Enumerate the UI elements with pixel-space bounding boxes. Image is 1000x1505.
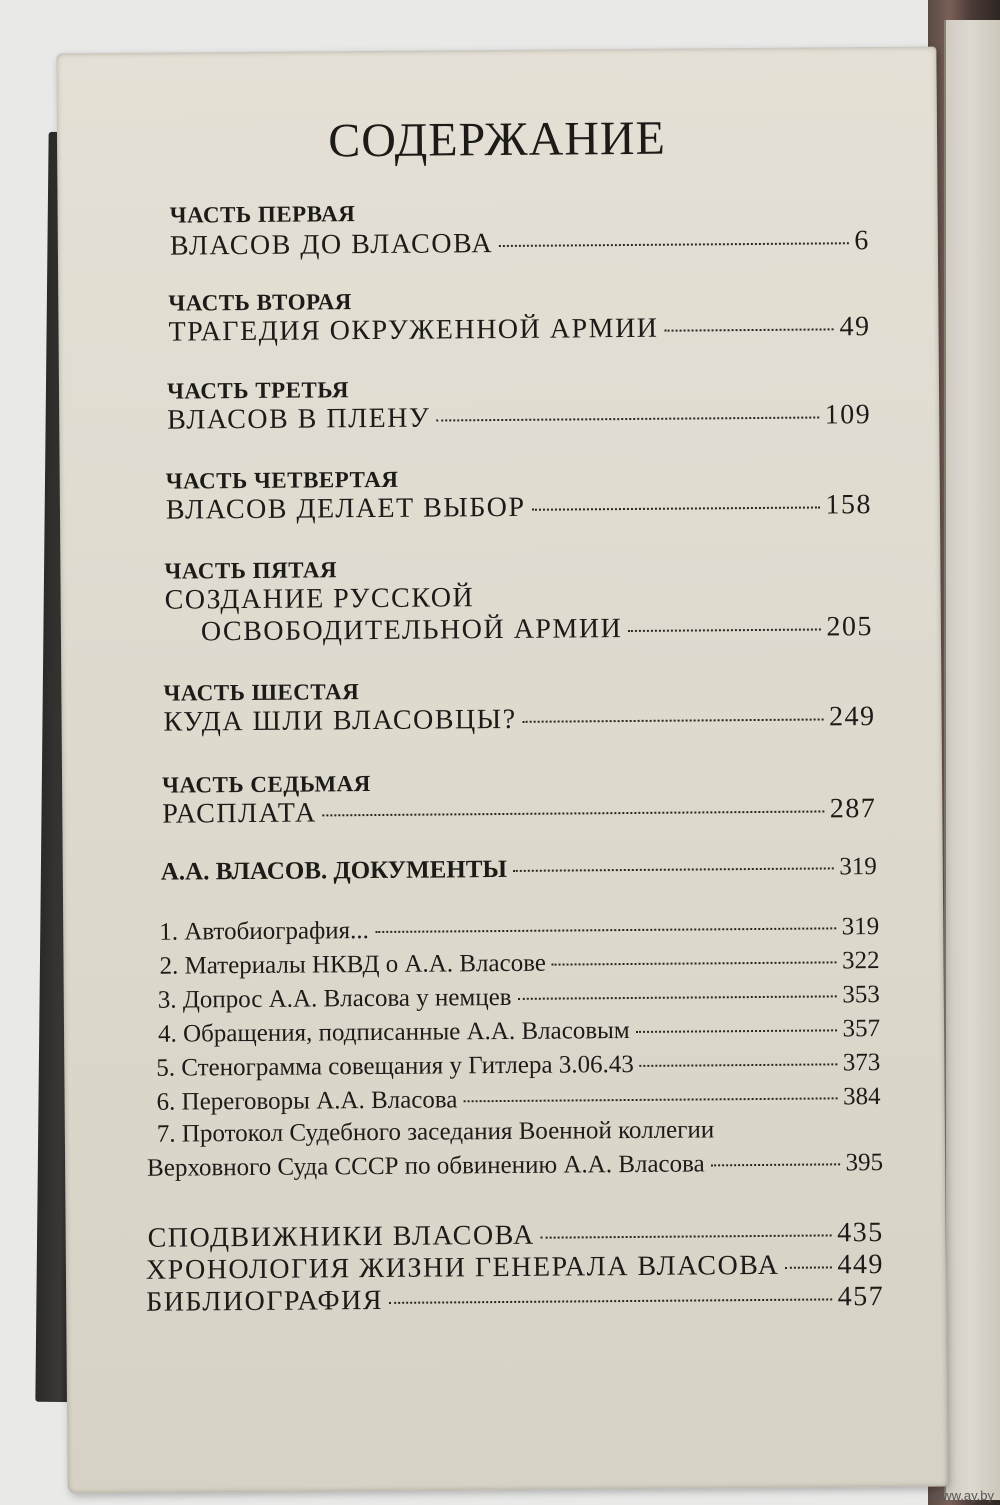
toc-entry-part-7: [162, 793, 876, 831]
toc-page-number: 457: [837, 1281, 885, 1313]
leader-dots: [518, 995, 837, 1000]
toc-entry-part-2: [168, 311, 870, 349]
toc-page-number: 322: [841, 947, 880, 975]
toc-page-number: 158: [825, 489, 873, 521]
leader-dots: [640, 1063, 837, 1067]
leader-dots: [531, 506, 819, 510]
toc-entry-bibliography: [146, 1281, 884, 1319]
toc-doc-item-6: [156, 1083, 880, 1117]
leader-dots: [513, 867, 833, 872]
toc-doc-item-7: [147, 1149, 883, 1183]
toc-title: ТРАГЕДИЯ ОКРУЖЕННОЙ АРМИИ: [168, 312, 659, 348]
toc-title: 4. Обращения, подписанные А.А. Власовым: [157, 1017, 630, 1048]
toc-title: ВЛАСОВ В ПЛЕНУ: [167, 402, 431, 436]
toc-page-number: 449: [837, 1249, 885, 1281]
part-label-4: ЧАСТЬ ЧЕТВЕРТАЯ: [165, 466, 399, 494]
toc-doc-item-2: [159, 947, 879, 981]
leader-dots: [463, 1097, 837, 1102]
toc-title: ОСВОБОДИТЕЛЬНОЙ АРМИИ: [200, 613, 623, 648]
leader-dots: [436, 417, 818, 422]
toc-title: 5. Стенограмма совещания у Гитлера 3.06.43: [156, 1050, 634, 1082]
toc-entry-part-3: [167, 399, 871, 437]
part-label-5: ЧАСТЬ ПЯТАЯ: [164, 557, 338, 584]
toc-title: 6. Переговоры А.А. Власова: [156, 1086, 458, 1116]
leader-dots: [323, 810, 824, 816]
toc-page-number: 357: [842, 1015, 881, 1043]
leader-dots: [636, 1029, 837, 1033]
toc-entry-documents: [161, 853, 877, 887]
toc-title: 1. Автобиография...: [159, 917, 369, 946]
toc-page-number: 353: [842, 981, 880, 1009]
part-label-2: ЧАСТЬ ВТОРАЯ: [168, 289, 352, 316]
toc-title: Верховного Суда СССР по обвинению А.А. Власова: [147, 1150, 705, 1182]
part-label-7: ЧАСТЬ СЕДЬМАЯ: [162, 771, 371, 798]
toc-page-number: 249: [828, 701, 876, 733]
toc-page-number: 6: [854, 225, 870, 257]
toc-page-number: 319: [839, 853, 877, 881]
toc-entry-part-6: [163, 701, 875, 739]
leader-dots: [375, 927, 836, 933]
leader-dots: [523, 718, 824, 722]
leader-dots: [664, 328, 833, 331]
leader-dots: [711, 1163, 840, 1166]
toc-title: СПОДВИЖНИКИ ВЛАСОВА: [147, 1219, 535, 1254]
toc-page-number: 205: [826, 611, 874, 643]
toc-page-number: 49: [839, 311, 871, 343]
toc-page-number: 319: [841, 913, 880, 941]
toc-doc-item-3: [158, 981, 880, 1015]
toc-title: КУДА ШЛИ ВЛАСОВЦЫ?: [163, 703, 517, 738]
toc-doc-item-4: [158, 1015, 880, 1049]
page-title: СОДЕРЖАНИЕ: [328, 111, 667, 168]
toc-title: 3. Допрос А.А. Власова у немцев: [157, 983, 512, 1014]
toc-title-line-1: СОЗДАНИЕ РУССКОЙ: [164, 582, 475, 616]
toc-title: РАСПЛАТА: [162, 797, 317, 830]
toc-title: ХРОНОЛОГИЯ ЖИЗНИ ГЕНЕРАЛА ВЛАСОВА: [145, 1249, 780, 1286]
toc-title: ВЛАСОВ ДЕЛАЕТ ВЫБОР: [165, 491, 526, 526]
site-watermark: www.ay.by: [932, 1488, 994, 1503]
toc-entry-part-1: [170, 225, 870, 262]
toc-page-number: 109: [824, 399, 872, 431]
part-label-6: ЧАСТЬ ШЕСТАЯ: [163, 679, 360, 706]
leader-dots: [785, 1266, 831, 1268]
toc-entry-part-5: [201, 611, 873, 648]
facing-page-edge: [944, 20, 1000, 1500]
toc-title: БИБЛИОГРАФИЯ: [146, 1284, 384, 1318]
toc-title: 2. Материалы НКВД о А.А. Власове: [159, 949, 547, 980]
book-page: [56, 47, 947, 1494]
toc-doc-item-1: [159, 913, 879, 947]
leader-dots: [628, 628, 820, 632]
part-label-1: ЧАСТЬ ПЕРВАЯ: [169, 201, 356, 228]
toc-title: ВЛАСОВ ДО ВЛАСОВА: [169, 228, 494, 262]
leader-dots: [541, 1234, 831, 1238]
toc-doc-item-7-line-1: 7. Протокол Судебного заседания Военной коллегии: [156, 1116, 715, 1148]
leader-dots: [552, 961, 836, 965]
leader-dots: [389, 1298, 832, 1303]
toc-page-number: 373: [842, 1049, 881, 1077]
toc-entry-part-4: [166, 489, 872, 527]
leader-dots: [499, 242, 848, 247]
toc-page-number: 435: [837, 1217, 884, 1249]
toc-page-number: 287: [829, 793, 877, 825]
toc-page-number: 395: [845, 1149, 884, 1177]
toc-doc-item-5: [156, 1049, 880, 1083]
toc-title: А.А. ВЛАСОВ. ДОКУМЕНТЫ: [160, 855, 508, 886]
toc-page-number: 384: [842, 1083, 881, 1111]
part-label-3: ЧАСТЬ ТРЕТЬЯ: [166, 377, 350, 404]
